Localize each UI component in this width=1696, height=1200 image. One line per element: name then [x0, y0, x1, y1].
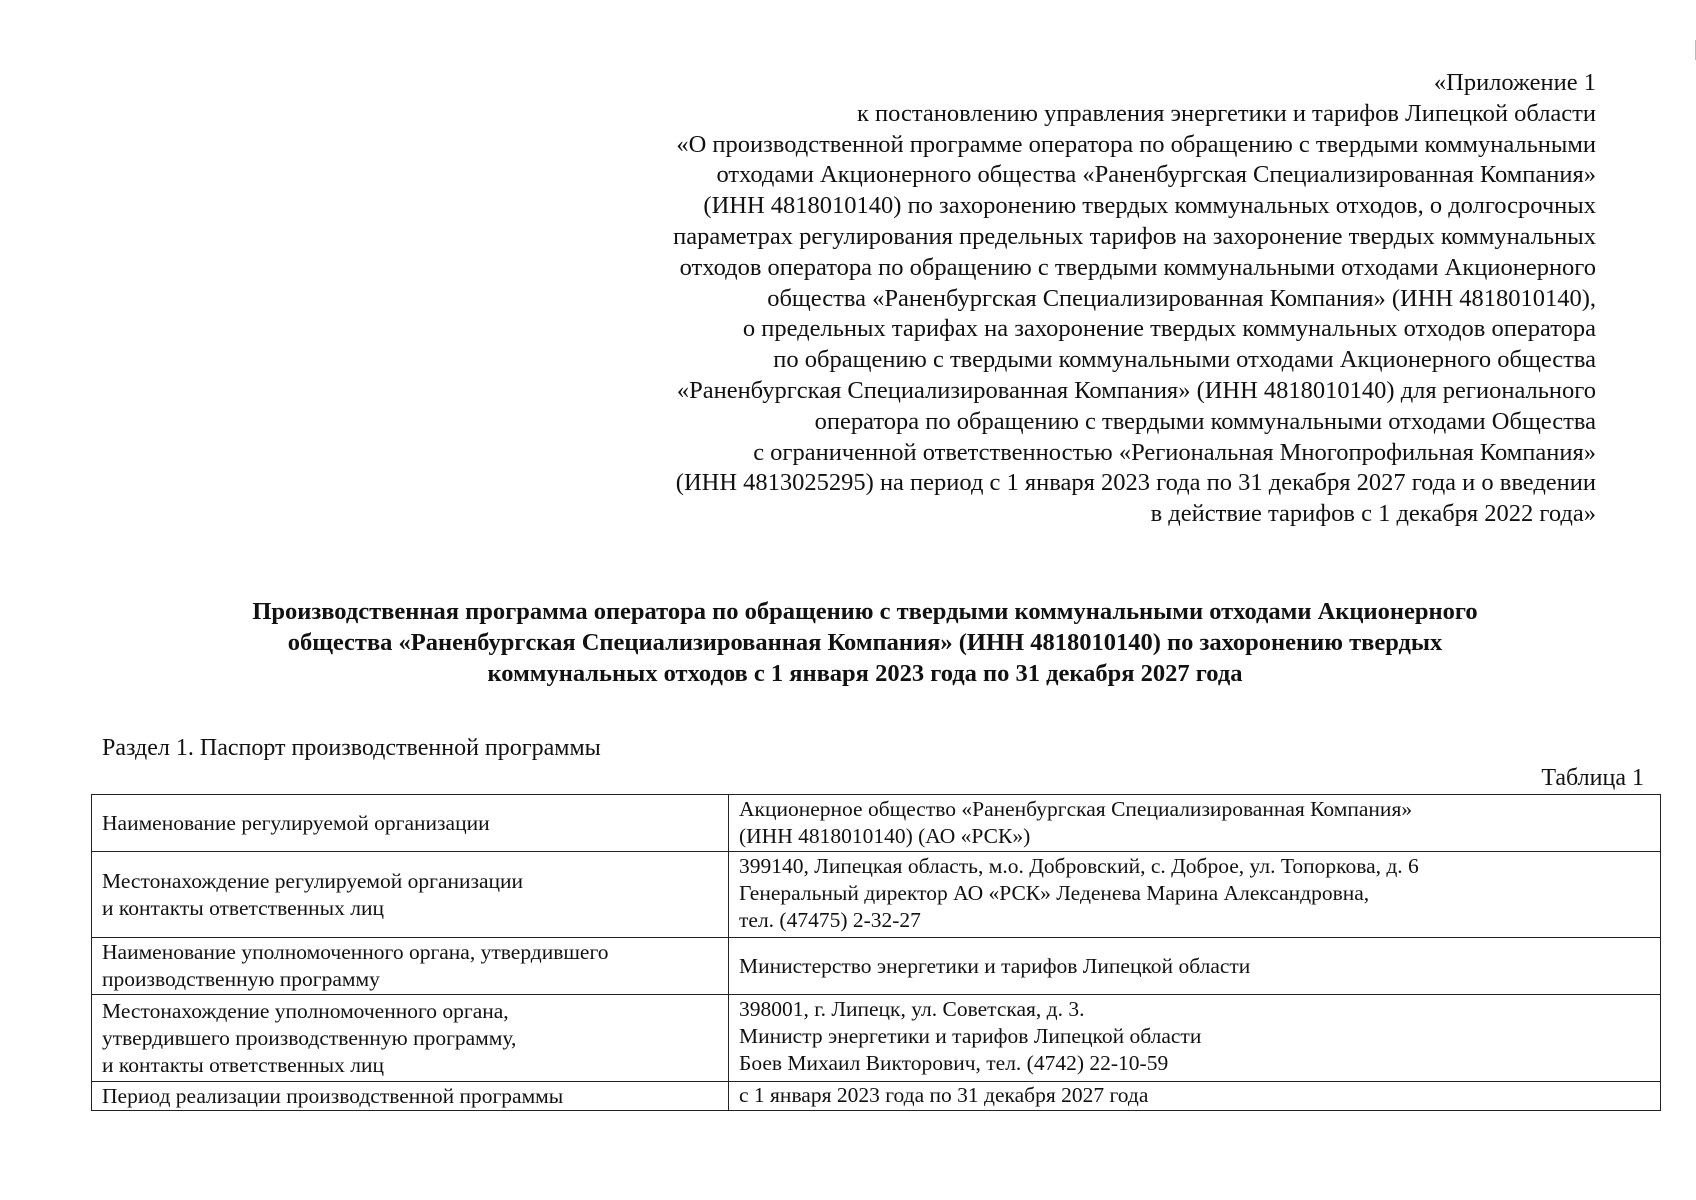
- cell-line: Местонахождение регулируемой организации: [102, 868, 524, 893]
- cell-line: 398001, г. Липецк, ул. Советская, д. 3.: [739, 997, 1085, 1021]
- cell-line: утвердившего производственную программу,: [102, 1025, 517, 1050]
- cell-line: Наименование уполномоченного органа, утвердившего: [102, 940, 609, 964]
- document-title: [100, 596, 1630, 689]
- table-row: [92, 995, 1661, 1082]
- table-row: [92, 1082, 1661, 1111]
- appendix-line: «О производственной программе оператора по обращению с твердыми коммунальными: [676, 130, 1596, 158]
- row-label-cell: [92, 795, 729, 852]
- appendix-line: отходами Акционерного общества «Раненбургская Специализированная Компания»: [716, 161, 1596, 189]
- appendix-line: в действие тарифов с 1 декабря 2022 года»: [1150, 500, 1596, 528]
- row-value-cell: [729, 938, 1661, 995]
- row-value-cell: [729, 852, 1661, 938]
- row-label-cell: [92, 938, 729, 995]
- appendix-line: отходов оператора по обращению с твердыми коммунальными отходами Акционерного: [679, 253, 1596, 281]
- cell-line: тел. (47475) 2-32-27: [739, 908, 921, 932]
- row-label-cell: [92, 852, 729, 938]
- passport-table: [91, 794, 1661, 1111]
- row-label-cell: [92, 995, 729, 1082]
- cell-line: Министр энергетики и тарифов Липецкой области: [739, 1024, 1202, 1048]
- appendix-line: (ИНН 4818010140) по захоронению твердых коммунальных отходов, о долгосрочных: [703, 192, 1596, 220]
- row-label-cell: [92, 1082, 729, 1111]
- appendix-line: к постановлению управления энергетики и тарифов Липецкой области: [856, 99, 1596, 127]
- appendix-line: общества «Раненбургская Специализированная Компания» (ИНН 4818010140),: [767, 284, 1596, 312]
- cell-line: Акционерное общество «Раненбургская Специализированная Компания»: [739, 797, 1413, 821]
- cell-line: (ИНН 4818010140) (АО «РСК»): [739, 824, 1031, 848]
- appendix-line: параметрах регулирования предельных тарифов на захоронение твердых коммунальных: [673, 222, 1596, 250]
- appendix-reference: [456, 68, 1596, 530]
- row-value-cell: [729, 995, 1661, 1082]
- title-line: коммунальных отходов с 1 января 2023 года по 31 декабря 2027 года: [487, 660, 1243, 687]
- appendix-line: оператора по обращению с твердыми коммунальными отходами Общества: [814, 407, 1596, 435]
- cell-line: и контакты ответственных лиц: [102, 1052, 384, 1077]
- row-value-cell: [729, 1082, 1661, 1111]
- cell-line: Генеральный директор АО «РСК» Леденева Марина Александровна,: [739, 881, 1370, 905]
- appendix-line: с ограниченной ответственностью «Региональная Многопрофильная Компания»: [753, 438, 1596, 466]
- cell-line: Период реализации производственной программы: [102, 1084, 564, 1108]
- cell-line: Министерство энергетики и тарифов Липецкой области: [739, 953, 1251, 978]
- appendix-line: (ИНН 4813025295) на период с 1 января 2023 года по 31 декабря 2027 года и о введении: [675, 469, 1596, 497]
- appendix-line: о предельных тарифах на захоронение твердых коммунальных отходов оператора: [742, 315, 1596, 343]
- cell-line: и контакты ответственных лиц: [102, 895, 384, 920]
- appendix-line: по обращению с твердыми коммунальными отходами Акционерного общества: [773, 346, 1596, 374]
- cell-line: производственную программу: [102, 967, 380, 991]
- appendix-line: «Раненбургская Специализированная Компания» (ИНН 4818010140) для регионального: [676, 376, 1596, 404]
- cell-line: Боев Михаил Викторович, тел. (4742) 22-10-59: [739, 1051, 1169, 1075]
- table-row: [92, 795, 1661, 852]
- table-caption: Таблица 1: [1541, 765, 1644, 791]
- appendix-line: «Приложение 1: [1433, 69, 1596, 96]
- table-row: [92, 938, 1661, 995]
- row-value-cell: [729, 795, 1661, 852]
- title-line: Производственная программа оператора по обращению с твердыми коммунальными отходами Акционерного: [252, 598, 1478, 625]
- cell-line: Местонахождение уполномоченного органа,: [102, 998, 509, 1023]
- table-row: [92, 852, 1661, 938]
- cell-line: с 1 января 2023 года по 31 декабря 2027 года: [739, 1083, 1149, 1107]
- title-line: общества «Раненбургская Специализированная Компания» (ИНН 4818010140) по захоронению твердых: [287, 629, 1443, 656]
- section-heading: Раздел 1. Паспорт производственной программы: [102, 735, 601, 761]
- cell-line: Наименование регулируемой организации: [102, 810, 490, 835]
- cell-line: 399140, Липецкая область, м.о. Добровский, с. Доброе, ул. Топоркова, д. 6: [739, 854, 1419, 878]
